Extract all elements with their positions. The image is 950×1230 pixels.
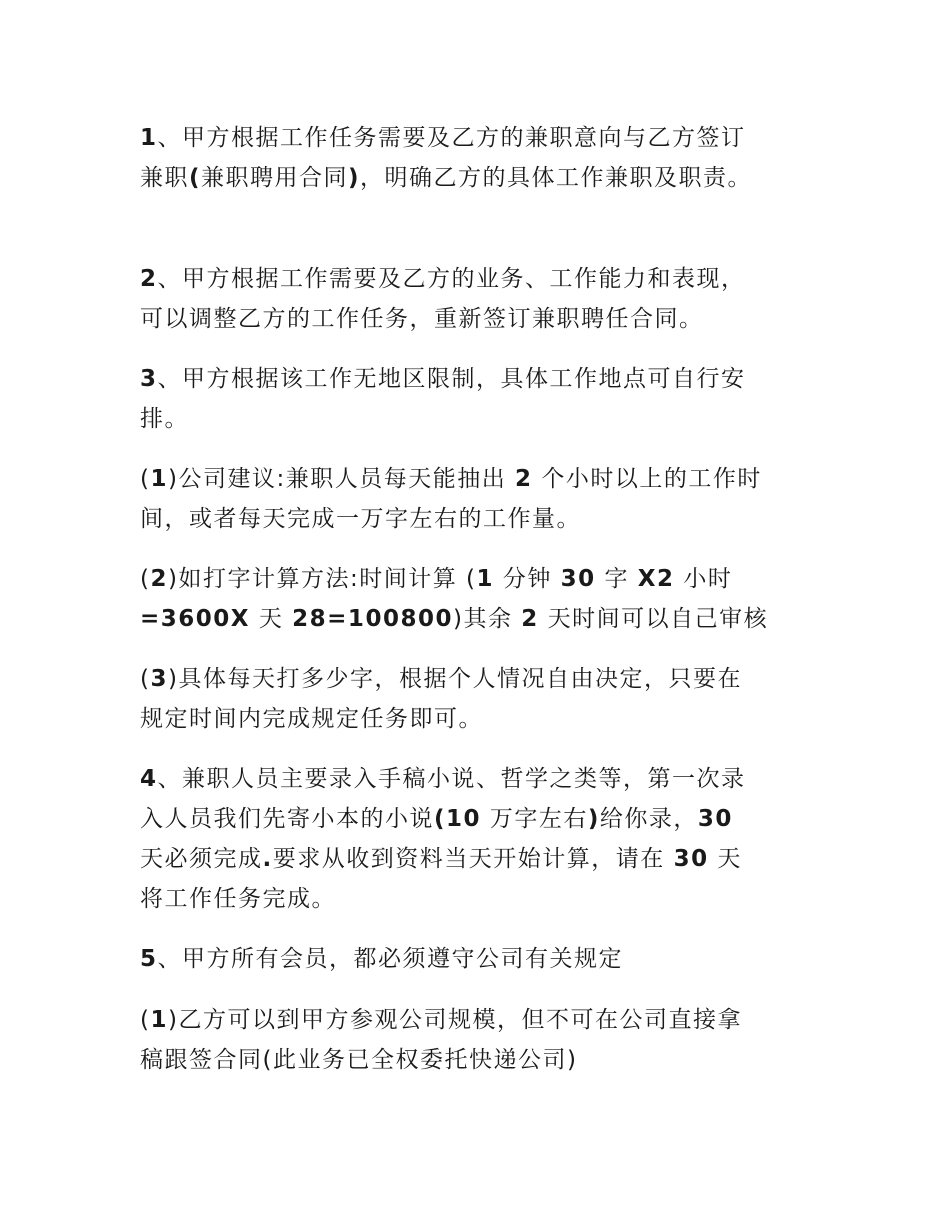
- text-run: 、甲方所有会员，都必须遵守公司有关规定: [157, 946, 624, 972]
- paragraph-3-2: [140, 559, 830, 639]
- item-number: 5: [140, 946, 158, 972]
- number-run: 30: [673, 846, 709, 872]
- text-run: 、甲方根据工作任务需要及乙方的兼职意向与乙方签订: [157, 125, 746, 151]
- number-run: 30: [560, 566, 596, 592]
- paragraph-line: [140, 1000, 830, 1040]
- number-run: X2: [637, 566, 675, 592]
- text-run: )公司建议:兼职人员每天能抽出: [168, 466, 516, 492]
- number-run: 1: [476, 566, 495, 592]
- text-run: 兼职聘用合同: [201, 165, 349, 191]
- paragraph-4: [140, 759, 830, 919]
- text-run: 字: [595, 566, 638, 592]
- text-run: )其余: [452, 606, 522, 632]
- paragraph-line: 可以调整乙方的工作任务，重新签订兼职聘任合同。: [140, 306, 704, 332]
- text-run: )如打字计算方法:时间计算 (: [168, 566, 477, 592]
- text-run: 、甲方根据工作需要及乙方的业务、工作能力和表现，: [157, 266, 746, 292]
- number-run: 2: [515, 466, 533, 492]
- paragraph-line: [140, 158, 830, 198]
- number-run: 30: [697, 806, 733, 832]
- text-run: (: [140, 566, 151, 592]
- text-run: ): [348, 165, 361, 191]
- number-run: =3600X: [140, 606, 251, 632]
- text-run: 万字左右: [481, 806, 588, 832]
- paragraph-5-1: [140, 1000, 830, 1080]
- paragraph-line: [140, 839, 830, 879]
- paragraph-line: 稿跟签合同(此业务已全权委托快递公司): [140, 1047, 578, 1073]
- text-run: 、甲方根据该工作无地区限制，具体工作地点可自行安: [157, 366, 746, 392]
- paragraph-line: [140, 559, 830, 599]
- text-run: (: [140, 1007, 151, 1033]
- paragraph-5: [140, 939, 830, 979]
- paragraph-line: [140, 759, 830, 799]
- paragraph-3-1: [140, 459, 830, 539]
- text-run: 小时: [674, 566, 733, 592]
- text-run: (: [189, 165, 202, 191]
- number-run: (10: [434, 806, 482, 832]
- paragraph-line: [140, 659, 830, 699]
- item-number: 1: [150, 1007, 168, 1033]
- item-number: 2: [140, 266, 158, 292]
- paragraph-line: [140, 118, 830, 158]
- text-run: (: [140, 666, 151, 692]
- paragraph-line: [140, 799, 830, 839]
- paragraph-line: [140, 939, 830, 979]
- text-run: .: [262, 846, 273, 872]
- item-number: 1: [140, 125, 158, 151]
- paragraph-2: [140, 259, 830, 339]
- paragraph-3-3: [140, 659, 830, 739]
- text-run: )乙方可以到甲方参观公司规模，但不可在公司直接拿: [168, 1007, 742, 1033]
- text-run: 兼职: [140, 165, 189, 191]
- text-run: 天: [250, 606, 293, 632]
- paragraph-3: [140, 359, 830, 439]
- paragraph-line: [140, 359, 830, 399]
- text-run: 给你录，: [599, 806, 698, 832]
- item-number: 3: [150, 666, 168, 692]
- text-run: ): [587, 806, 600, 832]
- paragraph-line: 排。: [140, 406, 189, 432]
- paragraph-line: [140, 459, 830, 499]
- number-run: 28=100800: [292, 606, 453, 632]
- text-run: 、兼职人员主要录入手稿小说、哲学之类等，第一次录: [157, 766, 746, 792]
- item-number: 1: [150, 466, 168, 492]
- text-run: )具体每天打多少字，根据个人情况自由决定，只要在: [168, 666, 742, 692]
- text-run: 要求从收到资料当天开始计算，请在: [272, 846, 674, 872]
- text-run: (: [140, 466, 151, 492]
- paragraph-line: 将工作任务完成。: [140, 886, 336, 912]
- text-run: ，明确乙方的具体工作兼职及职责。: [360, 165, 753, 191]
- text-run: 天: [708, 846, 742, 872]
- text-run: 入人员我们先寄小本的小说: [140, 806, 434, 832]
- paragraph-1: [140, 118, 830, 198]
- item-number: 4: [140, 766, 158, 792]
- paragraph-line: 间，或者每天完成一万字左右的工作量。: [140, 506, 581, 532]
- text-run: 天必须完成: [140, 846, 263, 872]
- text-run: 分钟: [494, 566, 561, 592]
- item-number: 2: [150, 566, 168, 592]
- text-run: 个小时以上的工作时: [532, 466, 762, 492]
- paragraph-line: [140, 259, 830, 299]
- item-number: 3: [140, 366, 158, 392]
- paragraph-line: [140, 599, 830, 639]
- paragraph-line: 规定时间内完成规定任务即可。: [140, 706, 483, 732]
- number-run: 2: [521, 606, 539, 632]
- text-run: 天时间可以自己审核: [538, 606, 769, 632]
